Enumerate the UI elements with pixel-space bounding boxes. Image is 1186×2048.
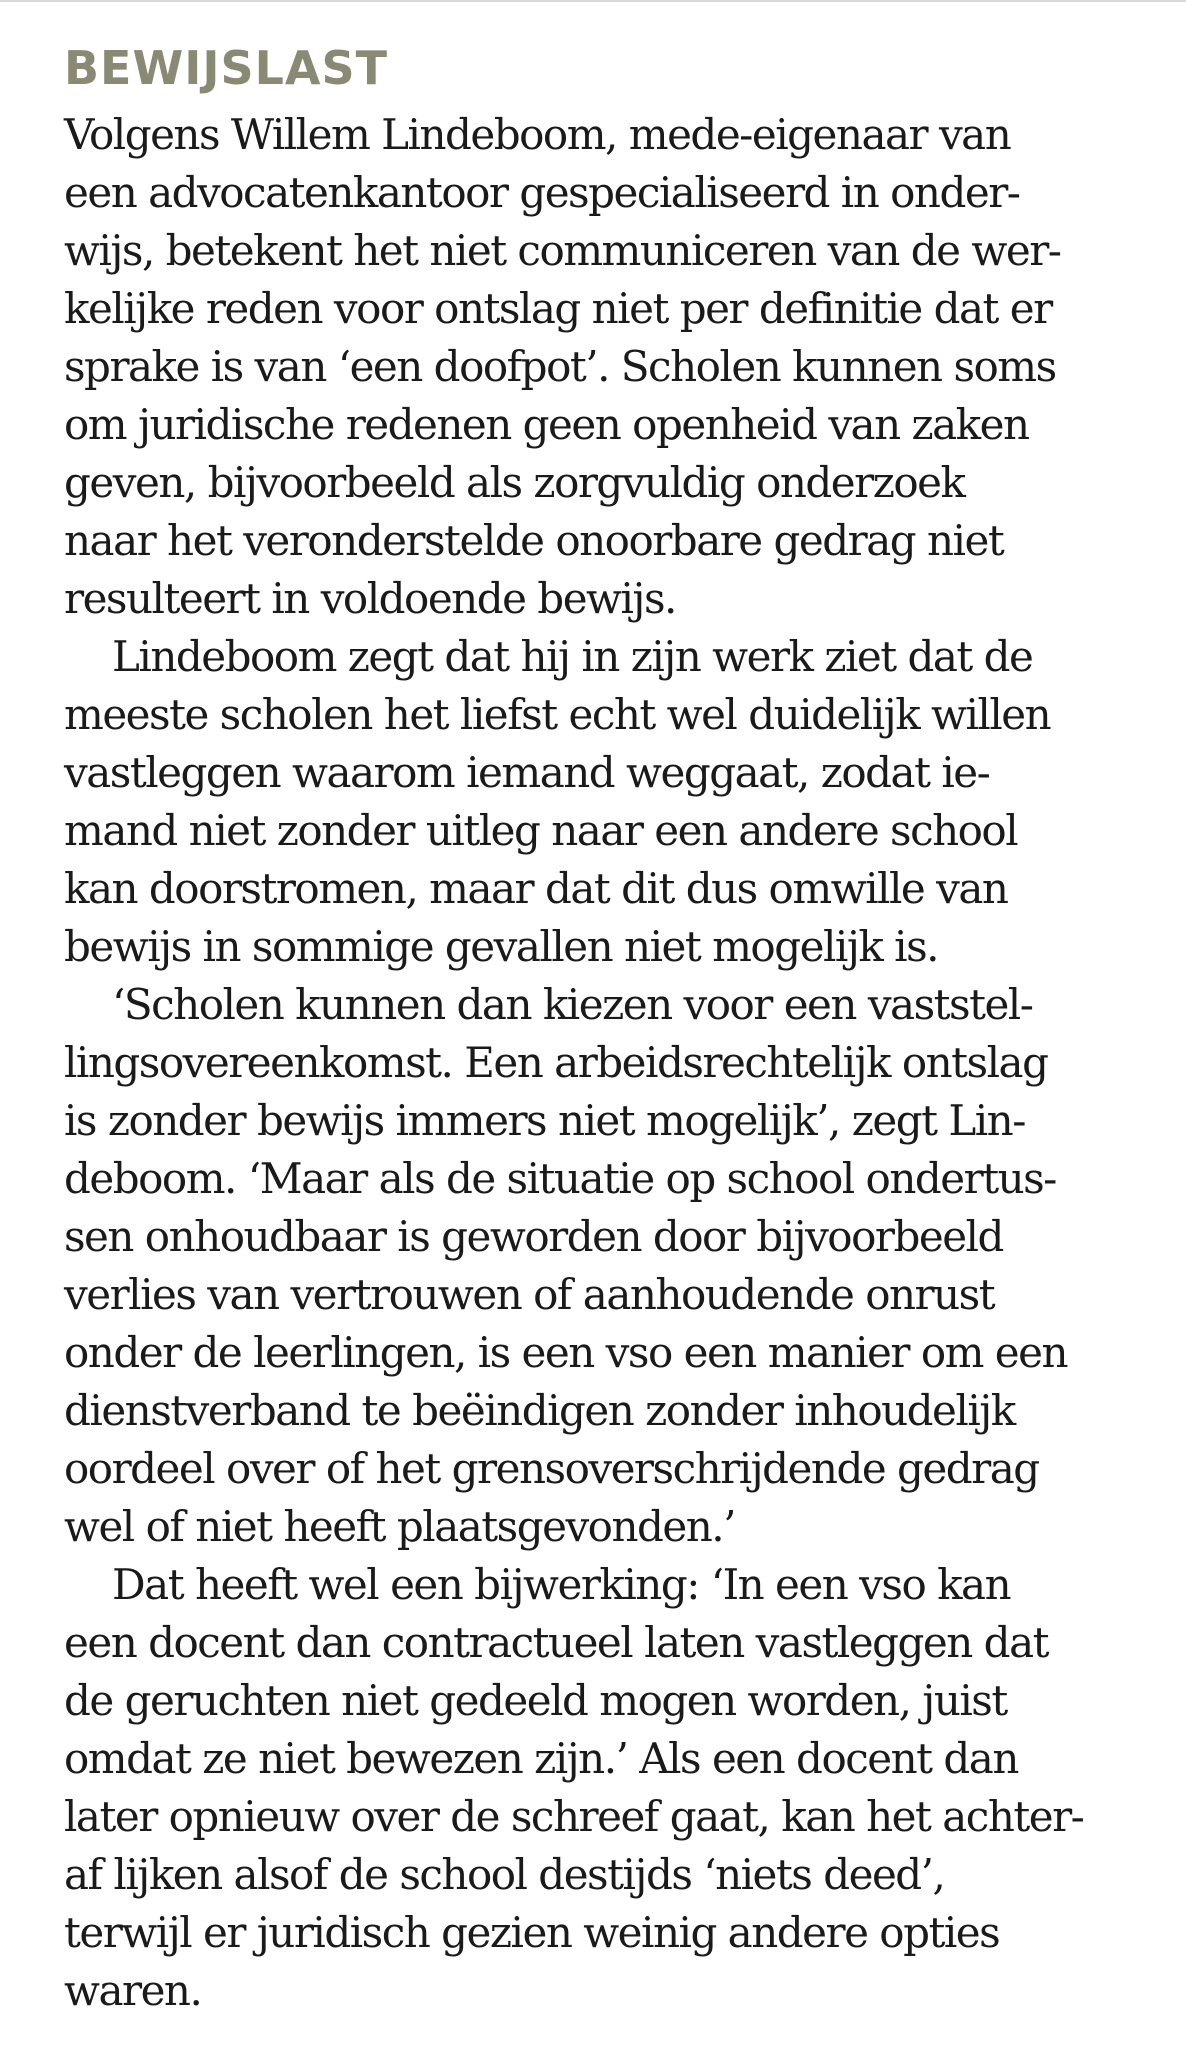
text-line: een docent dan contractueel laten vastleggen dat xyxy=(64,1618,1048,1667)
text-line: sprake is van ‘een doofpot’. Scholen kunnen soms xyxy=(64,342,1056,391)
text-line: mand niet zonder uitleg naar een andere school xyxy=(64,806,1018,855)
text-line: Volgens Willem Lindeboom, mede-eigenaar van xyxy=(64,110,1011,159)
text-line: terwijl er juridisch gezien weinig andere opties xyxy=(64,1908,1000,1957)
text-line: waren. xyxy=(64,1966,202,2015)
text-line: vastleggen waarom iemand weggaat, zodat ie- xyxy=(64,748,990,797)
text-line: kan doorstromen, maar dat dit dus omwille van xyxy=(64,864,1008,913)
text-line: lingsovereenkomst. Een arbeidsrechtelijk ontslag xyxy=(64,1038,1048,1087)
text-line: af lijken alsof de school destijds ‘niets deed’, xyxy=(64,1850,945,1899)
paragraph-3 xyxy=(64,976,1144,1556)
paragraph-2 xyxy=(64,628,1144,976)
text-line: om juridische redenen geen openheid van zaken xyxy=(64,400,1029,449)
text-line: omdat ze niet bewezen zijn.’ Als een docent dan xyxy=(64,1734,1018,1783)
text-line: bewijs in sommige gevallen niet mogelijk is. xyxy=(64,922,938,971)
text-line: ‘Scholen kunnen dan kiezen voor een vaststel- xyxy=(112,980,1033,1029)
paragraph-4 xyxy=(64,1556,1144,2020)
text-line: naar het veronderstelde onoorbare gedrag niet xyxy=(64,516,1004,565)
text-line: wijs, betekent het niet communiceren van de wer- xyxy=(64,226,1061,275)
text-line: sen onhoudbaar is geworden door bijvoorbeeld xyxy=(64,1212,1003,1261)
text-line: kelijke reden voor ontslag niet per definitie dat er xyxy=(64,284,1052,333)
text-line: onder de leerlingen, is een vso een manier om een xyxy=(64,1328,1068,1377)
text-line: Dat heeft wel een bijwerking: ‘In een vso kan xyxy=(112,1560,1011,1609)
text-line: wel of niet heeft plaatsgevonden.’ xyxy=(64,1502,735,1551)
text-line: Lindeboom zegt dat hij in zijn werk ziet dat de xyxy=(112,632,1033,681)
text-line: oordeel over of het grensoverschrijdende gedrag xyxy=(64,1444,1039,1493)
top-divider xyxy=(0,0,1186,2)
article-body xyxy=(64,106,1144,2020)
paragraph-1 xyxy=(64,106,1144,628)
text-line: verlies van vertrouwen of aanhoudende onrust xyxy=(64,1270,995,1319)
text-line: is zonder bewijs immers niet mogelijk’, zegt Lin- xyxy=(64,1096,1025,1145)
article xyxy=(64,38,1144,2020)
text-line: de geruchten niet gedeeld mogen worden, juist xyxy=(64,1676,1007,1725)
text-line: meeste scholen het liefst echt wel duidelijk willen xyxy=(64,690,1051,739)
text-line: resulteert in voldoende bewijs. xyxy=(64,574,676,623)
text-line: deboom. ‘Maar als de situatie op school ondertus- xyxy=(64,1154,1056,1203)
section-heading: BEWIJSLAST xyxy=(64,41,389,95)
text-line: geven, bijvoorbeeld als zorgvuldig onderzoek xyxy=(64,458,965,507)
text-line: een advocatenkantoor gespecialiseerd in onder- xyxy=(64,168,1020,217)
text-line: later opnieuw over de schreef gaat, kan het achter- xyxy=(64,1792,1084,1841)
text-line: dienstverband te beëindigen zonder inhoudelijk xyxy=(64,1386,1015,1435)
